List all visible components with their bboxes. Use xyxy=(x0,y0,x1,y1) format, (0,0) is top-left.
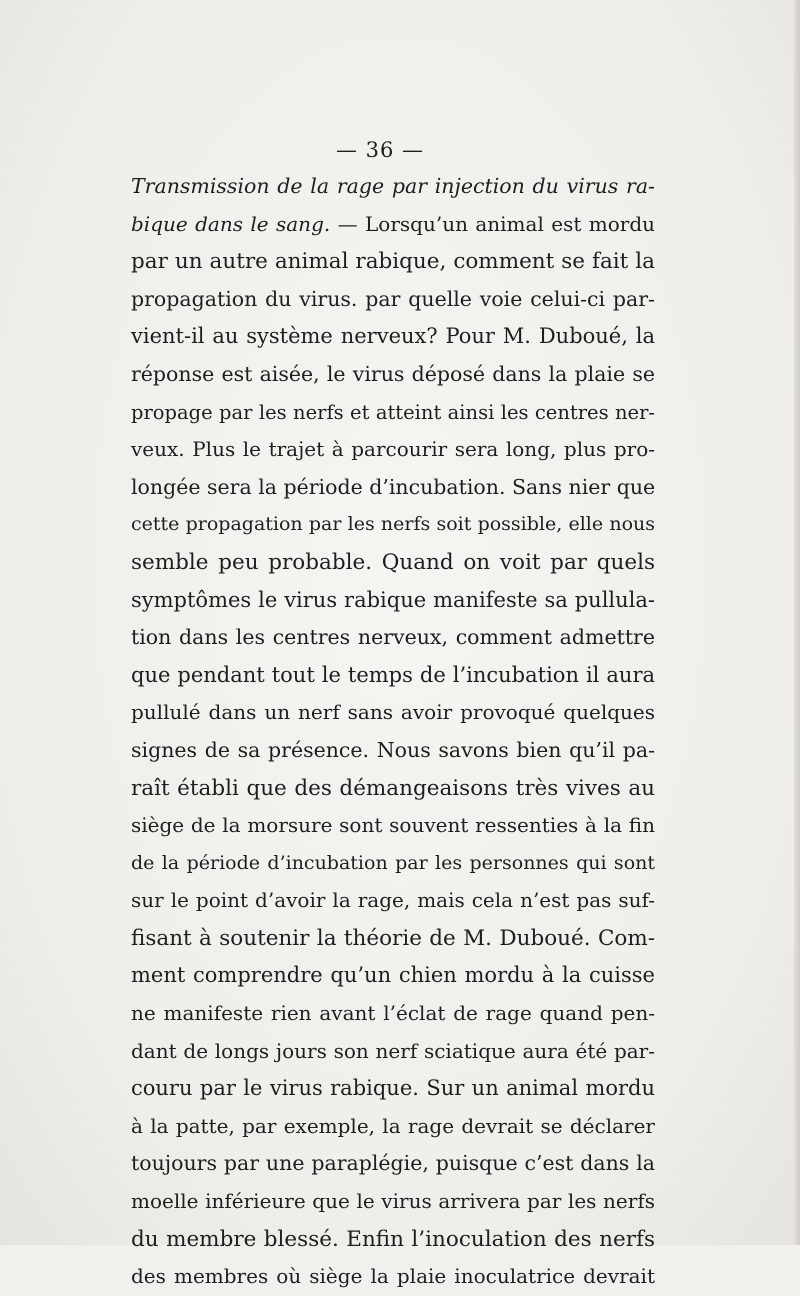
heading-line-rest: — Lorsqu’un animal est mordu xyxy=(330,211,655,236)
text-line: ment comprendre qu’un chien mordu à la cuisse xyxy=(131,963,655,988)
text-line: moelle inférieure que le virus arrivera par les nerfs xyxy=(131,1189,655,1214)
text-line: semble peu probable. Quand on voit par quels xyxy=(131,549,655,575)
text-line: ne manifeste rien avant l’éclat de rage quand pen- xyxy=(131,1001,655,1026)
text-line: à la patte, par exemple, la rage devrait se déclarer xyxy=(131,1113,655,1138)
text-line: que pendant tout le temps de l’incubation il aura xyxy=(131,662,655,687)
text-line: du membre blessé. Enfin l’inoculation des nerfs xyxy=(131,1226,655,1252)
body-text xyxy=(131,168,655,1296)
text-line: vient-il au système nerveux? Pour M. Duboué, la xyxy=(131,324,655,349)
text-line xyxy=(131,168,655,206)
text-line: longée sera la période d’incubation. Sans nier que xyxy=(131,474,655,499)
text-line: fisant à soutenir la théorie de M. Duboué. Com- xyxy=(131,925,655,951)
text-line: propagation du virus. par quelle voie celui-ci par- xyxy=(131,286,655,311)
text-line: des membres où siège la plaie inoculatrice devrait xyxy=(131,1264,655,1289)
text-line: tion dans les centres nerveux, comment admettre xyxy=(131,625,655,650)
text-line: sur le point d’avoir la rage, mais cela n’est pas suf- xyxy=(131,888,655,913)
text-line: veux. Plus le trajet à parcourir sera long, plus pro- xyxy=(131,437,655,462)
text-line: siège de la morsure sont souvent ressenties à la fin xyxy=(131,813,655,838)
text-line: réponse est aisée, le virus déposé dans la plaie se xyxy=(131,361,655,386)
text-line: cette propagation par les nerfs soit possible, elle nous xyxy=(131,513,655,536)
text-line: de la période d’incubation par les personnes qui sont xyxy=(131,851,655,874)
page-number: — 36 — xyxy=(335,138,425,162)
text-line: par un autre animal rabique, comment se fait la xyxy=(131,249,655,275)
text-line: propage par les nerfs et atteint ainsi les centres ner- xyxy=(131,400,655,424)
text-line: pullulé dans un nerf sans avoir provoqué quelques xyxy=(131,700,655,725)
text-line xyxy=(131,206,655,244)
text-line: raît établi que des démangeaisons très vives au xyxy=(131,775,655,801)
text-line: signes de sa présence. Nous savons bien qu’il pa- xyxy=(131,737,655,762)
section-heading-part2: bique dans le sang. xyxy=(131,211,331,236)
text-line: dant de longs jours son nerf sciatique aura été par- xyxy=(131,1038,655,1063)
page-edge-shadow xyxy=(794,0,800,1245)
text-line: couru par le virus rabique. Sur un animal mordu xyxy=(131,1076,655,1101)
text-line: toujours par une paraplégie, puisque c’est dans la xyxy=(131,1151,655,1176)
section-heading-part1: Transmission de la rage par injection du virus ra- xyxy=(131,174,655,198)
text-line: symptômes le virus rabique manifeste sa pullula- xyxy=(131,587,655,612)
